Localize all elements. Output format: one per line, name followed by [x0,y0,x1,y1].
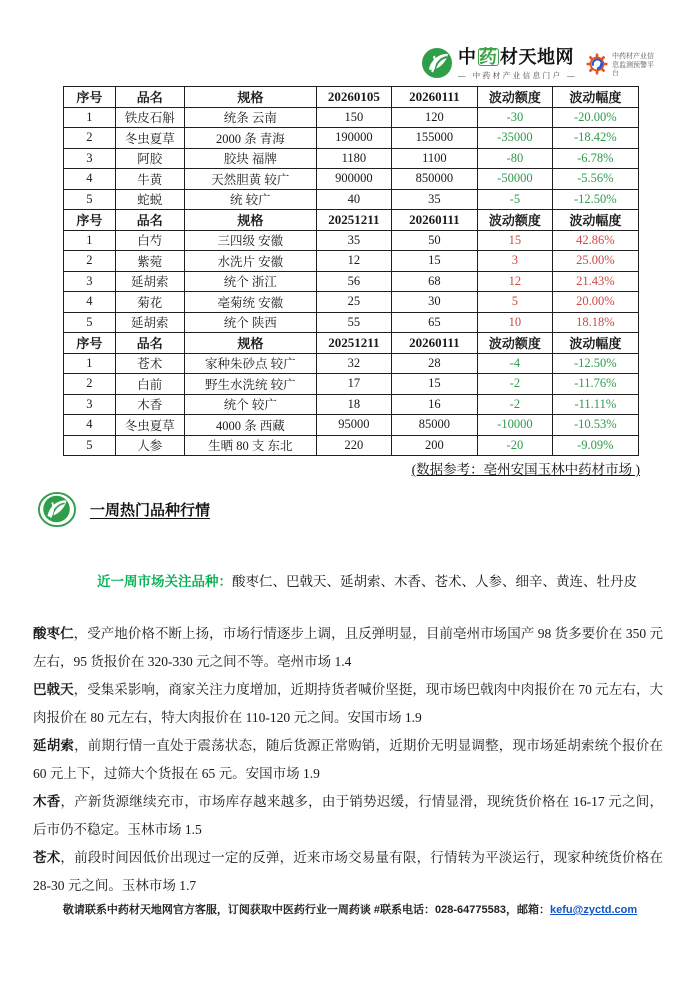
column-header: 20260111 [391,87,477,108]
table-cell: 1 [64,230,116,251]
table-cell: -30 [478,107,553,128]
table-cell: 家种朱砂点 较广 [184,353,316,374]
table-header-row [64,333,639,354]
brand-name [458,47,577,67]
footer-email-link[interactable]: kefu@zyctd.com [550,904,638,916]
table-cell: 95000 [317,415,392,436]
table-cell: 2 [64,128,116,149]
table-cell: -10.53% [552,415,638,436]
table-cell: 25 [317,292,392,313]
table-cell: 菊花 [115,292,184,313]
table-cell: -35000 [478,128,553,149]
table-row [64,251,639,272]
gear-icon [586,53,608,75]
herb-name: 苍术 [33,850,61,865]
market-paragraph: 酸枣仁，受产地价格不断上扬，市场行情逐步上调，且反弹明显，目前亳州市场国产 98 货多要价在 350 元左右，95 货报价在 320-330 元之间不等。亳州市场 1.4 [33,626,664,669]
table-cell: 15 [391,374,477,395]
table-cell: -18.42% [552,128,638,149]
table-cell: 统 较广 [184,189,316,210]
table-cell: 4000 条 西藏 [184,415,316,436]
table-header-row [64,87,639,108]
table-cell: 65 [391,312,477,333]
table-cell: 3 [64,394,116,415]
column-header: 波动额度 [478,333,553,354]
table-cell: 190000 [317,128,392,149]
table-row [64,271,639,292]
focus-items: 酸枣仁、巴戟天、延胡索、木香、苍术、人参、细辛、黄连、牡丹皮 [232,574,637,589]
hot-section-header [38,491,210,528]
column-header: 序号 [64,210,116,231]
column-header: 波动额度 [478,210,553,231]
table-header-row [64,210,639,231]
table-cell: 17 [317,374,392,395]
herb-name: 酸枣仁 [33,626,74,641]
table-row [64,394,639,415]
table-cell: 15 [391,251,477,272]
table-cell: 三四级 安徽 [184,230,316,251]
table-cell: 4 [64,415,116,436]
site-logo [421,47,577,81]
table-cell: -80 [478,148,553,169]
table-cell: -5.56% [552,169,638,190]
table-cell: 1100 [391,148,477,169]
table-cell: 蛇蜕 [115,189,184,210]
table-row [64,415,639,436]
column-header: 波动幅度 [552,210,638,231]
table-cell: 50 [391,230,477,251]
table-cell: 900000 [317,169,392,190]
table-cell: 150 [317,107,392,128]
market-paragraph: 木香，产新货源继续充市，市场库存越来越多，由于销势迟缓，行情显滑，现统货价格在 16-17 元之间，后市仍不稳定。玉林市场 1.5 [33,794,663,837]
table-cell: 20.00% [552,292,638,313]
table-cell: 2 [64,374,116,395]
table-row [64,189,639,210]
column-header: 序号 [64,87,116,108]
herb-name: 巴戟天 [33,682,74,697]
table-cell: 25.00% [552,251,638,272]
table-cell: 统个 浙江 [184,271,316,292]
brand-char: 网 [555,47,574,67]
table-cell: 5 [64,312,116,333]
table-cell: 木香 [115,394,184,415]
column-header: 规格 [184,210,316,231]
table-cell: 4 [64,292,116,313]
table-cell: -50000 [478,169,553,190]
table-cell: -12.50% [552,353,638,374]
brand-char: 药 [479,47,498,67]
brand-char: 材 [500,47,519,67]
table-cell: 冬虫夏草 [115,415,184,436]
table-cell: 5 [478,292,553,313]
table-row [64,107,639,128]
table-cell: 40 [317,189,392,210]
table-cell: 1 [64,107,116,128]
table-cell: 天然胆黄 较广 [184,169,316,190]
market-paragraph: 苍术，前段时间因低价出现过一定的反弹，近来市场交易量有限，行情转为平淡运行，现家种统货价格在 28-30 元之间。玉林市场 1.7 [33,850,664,893]
table-cell: 3 [64,271,116,292]
table-cell: 42.86% [552,230,638,251]
table-cell: -20 [478,435,553,456]
table-cell: 铁皮石斛 [115,107,184,128]
table-row [64,169,639,190]
table-cell: 统个 较广 [184,394,316,415]
table-cell: 白前 [115,374,184,395]
table-cell: 12 [478,271,553,292]
table-cell: 18 [317,394,392,415]
footer-text: 敬请联系中药材天地网官方客服，订阅获取中医药行业一周药谈 #联系电话：028-64775583，邮箱： [62,904,550,916]
table-cell: 21.43% [552,271,638,292]
table-row [64,374,639,395]
table-cell: 水洗片 安徽 [184,251,316,272]
column-header: 20260105 [317,87,392,108]
table-row [64,353,639,374]
platform-name: 中药材产业信 息监测预警平 台 [612,53,654,77]
table-cell: 12 [317,251,392,272]
leaf-badge-icon [38,491,76,528]
table-cell: -11.76% [552,374,638,395]
table-row [64,312,639,333]
table-cell: 55 [317,312,392,333]
table-cell: 白芍 [115,230,184,251]
table-cell: 统个 陕西 [184,312,316,333]
table-cell: 亳菊统 安徽 [184,292,316,313]
table-cell: 人参 [115,435,184,456]
table-cell: 野生水洗统 较广 [184,374,316,395]
brand-subtitle: — 中药材产业信息门户 — [458,71,578,80]
platform-logo [586,53,654,79]
table-cell: 85000 [391,415,477,436]
column-header: 20260111 [391,210,477,231]
column-header: 波动额度 [478,87,553,108]
table-cell: 1 [64,353,116,374]
table-cell: -2 [478,374,553,395]
table-cell: 5 [64,189,116,210]
column-header: 品名 [115,333,184,354]
column-header: 序号 [64,333,116,354]
table-cell: 155000 [391,128,477,149]
table-cell: 苍术 [115,353,184,374]
column-header: 20260111 [391,333,477,354]
table-row [64,230,639,251]
table-cell: 延胡索 [115,271,184,292]
table-cell: -5 [478,189,553,210]
focus-label: 近一周市场关注品种： [97,574,232,589]
brand-char: 地 [537,47,556,67]
focus-line [97,570,637,590]
brand-char: 天 [518,47,537,67]
column-header: 20251211 [317,210,392,231]
paragraphs [33,620,663,900]
hot-section-title: 一周热门品种行情 [90,503,211,519]
table-row [64,292,639,313]
column-header: 品名 [115,87,184,108]
footer [0,901,700,917]
table-cell: -2 [478,394,553,415]
table-cell: 30 [391,292,477,313]
table-cell: 68 [391,271,477,292]
column-header: 波动幅度 [552,87,638,108]
table-cell: 生晒 80 支 东北 [184,435,316,456]
market-paragraph: 巴戟天，受集采影响，商家关注力度增加，近期持货者喊价坚挺，现市场巴戟肉中肉报价在 70 元左右，大肉报价在 80 元左右，特大肉报价在 110-120 元之间。安国市场 1.9 [33,682,664,725]
table-cell: 冬虫夏草 [115,128,184,149]
table-row [64,435,639,456]
table-cell: -6.78% [552,148,638,169]
table-cell: 18.18% [552,312,638,333]
column-header: 品名 [115,210,184,231]
table-cell: 统条 云南 [184,107,316,128]
market-paragraph: 延胡索，前期行情一直处于震荡状态，随后货源正常购销，近期价无明显调整，现市场延胡索统个报价在 60 元上下，过筛大个货报在 65 元。安国市场 1.9 [33,738,664,781]
table-cell: 延胡索 [115,312,184,333]
table-cell: 15 [478,230,553,251]
table-cell: 850000 [391,169,477,190]
column-header: 波动幅度 [552,333,638,354]
table-cell: -9.09% [552,435,638,456]
table-cell: -10000 [478,415,553,436]
table-cell: 32 [317,353,392,374]
table-cell: 5 [64,435,116,456]
table-cell: 2 [64,251,116,272]
table-cell: 200 [391,435,477,456]
table-row [64,148,639,169]
table-cell: 3 [64,148,116,169]
table-cell: 牛黄 [115,169,184,190]
table-row [64,128,639,149]
table-cell: 3 [478,251,553,272]
table-cell: 10 [478,312,553,333]
data-source-note: (数据参考：亳州安国玉林中药材市场 ) [411,462,640,477]
herb-name: 木香 [33,794,61,809]
table-cell: -20.00% [552,107,638,128]
leaf-logo-icon [421,47,453,79]
table-cell: 35 [317,230,392,251]
herb-name: 延胡索 [33,738,75,753]
table-cell: 56 [317,271,392,292]
table-cell: -11.11% [552,394,638,415]
column-header: 规格 [184,87,316,108]
table-cell: 220 [317,435,392,456]
brand-char: 中 [458,47,477,67]
table-cell: 2000 条 青海 [184,128,316,149]
price-table [63,86,639,456]
table-cell: 35 [391,189,477,210]
table-cell: 28 [391,353,477,374]
table-cell: 120 [391,107,477,128]
table-cell: 1180 [317,148,392,169]
table-cell: 16 [391,394,477,415]
table-cell: 胶块 福牌 [184,148,316,169]
price-table-body [64,87,639,456]
column-header: 规格 [184,333,316,354]
table-cell: 阿胶 [115,148,184,169]
table-cell: 紫菀 [115,251,184,272]
table-cell: 4 [64,169,116,190]
table-cell: -12.50% [552,189,638,210]
table-cell: -4 [478,353,553,374]
column-header: 20251211 [317,333,392,354]
